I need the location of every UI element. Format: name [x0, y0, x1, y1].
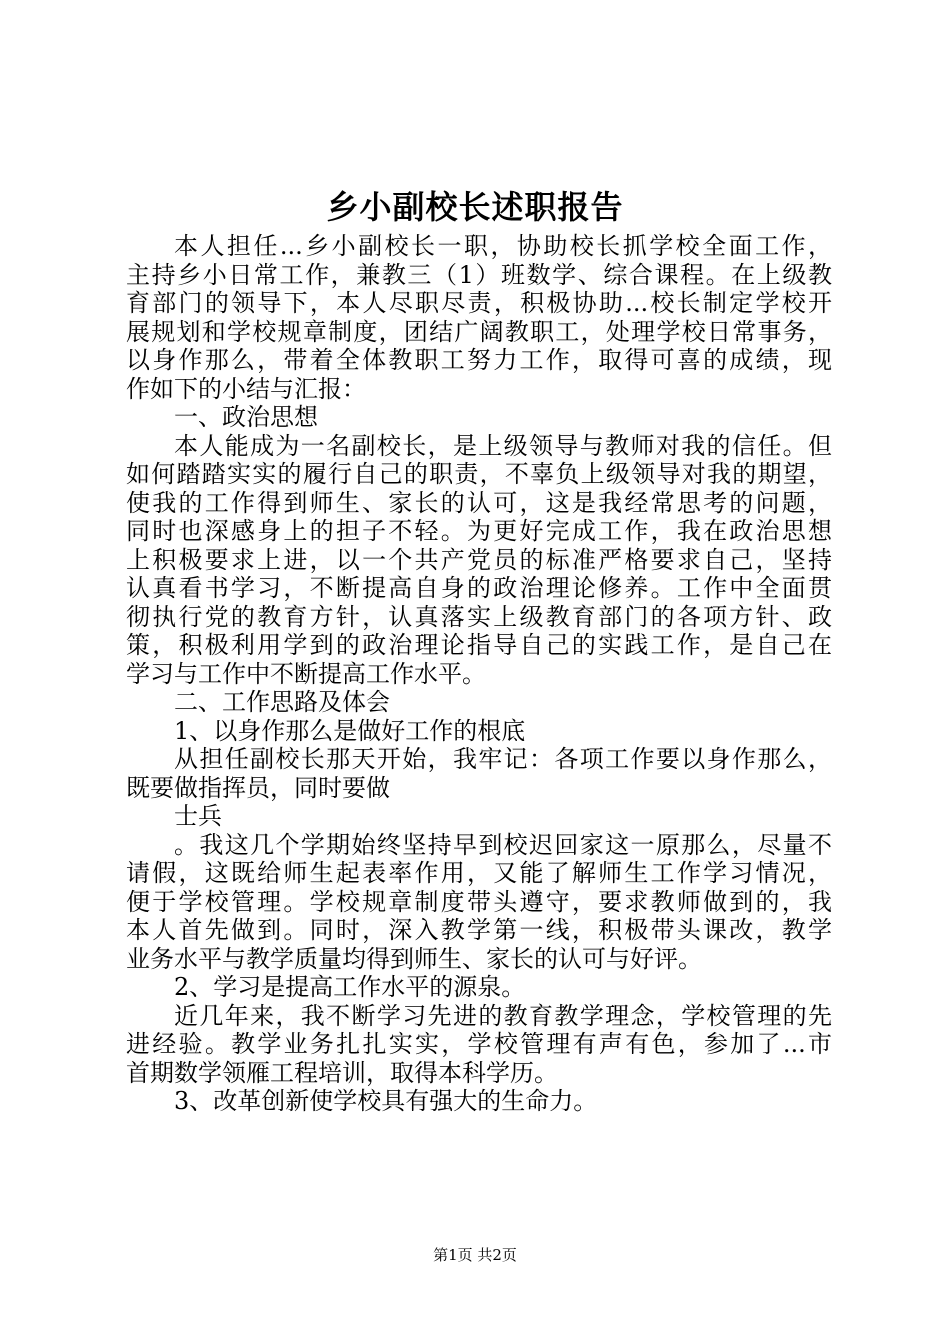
text-line: 如何踏踏实实的履行自己的职责，不辜负上级领导对我的期望， — [126, 460, 832, 488]
text-line: 既要做指挥员，同时要做 — [126, 773, 390, 802]
text-line: 作如下的小结与汇报： — [126, 374, 366, 403]
text-line: 从担任副校长那天开始，我牢记：各项工作要以身作那么， — [174, 745, 832, 773]
text-line: 上积极要求上进，以一个共产党员的标准严格要求自己，坚持 — [126, 545, 832, 574]
text-line: 进经验。教学业务扎扎实实，学校管理有声有色，参加了...市 — [126, 1030, 832, 1058]
text-line: 。我这几个学期始终坚持早到校迟回家这一原那么，尽量不 — [174, 830, 832, 859]
text-line: 彻执行党的教育方针，认真落实上级教育部门的各项方针、政 — [126, 602, 832, 631]
text-line: 育部门的领导下，本人尽职尽责，积极协助...校长制定学校开 — [126, 289, 832, 317]
document-title: 乡小副校长述职报告 — [326, 188, 624, 226]
text-line: 同时也深感身上的担子不轻。为更好完成工作，我在政治思想 — [126, 517, 832, 545]
text-line: 本人能成为一名副校长，是上级领导与教师对我的信任。但 — [174, 431, 832, 460]
document-body — [126, 232, 832, 1116]
text-line: 3、改革创新使学校具有强大的生命力。 — [174, 1087, 598, 1115]
text-line: 策，积极利用学到的政治理论指导自己的实践工作，是自己在 — [126, 631, 832, 659]
text-line: 认真看书学习，不断提高自身的政治理论修养。工作中全面贯 — [126, 574, 832, 602]
text-line: 近几年来，我不断学习先进的教育教学理念，学校管理的先 — [174, 1001, 832, 1030]
text-line: 二、工作思路及体会 — [174, 688, 390, 716]
text-line: 使我的工作得到师生、家长的认可，这是我经常思考的问题， — [126, 488, 832, 517]
text-line: 2、学习是提高工作水平的源泉。 — [174, 973, 526, 1001]
text-line: 本人担任...乡小副校长一职，协助校长抓学校全面工作， — [174, 232, 832, 260]
text-line: 首期数学领雁工程培训，取得本科学历。 — [126, 1058, 558, 1087]
text-line: 本人首先做到。同时，深入教学第一线，积极带头课改，教学 — [126, 916, 832, 944]
text-line: 以身作那么，带着全体教职工努力工作，取得可喜的成绩，现 — [126, 346, 832, 374]
text-line: 1、以身作那么是做好工作的根底 — [174, 716, 526, 745]
text-line: 请假，这既给师生起表率作用，又能了解师生工作学习情况， — [126, 859, 832, 887]
text-line: 主持乡小日常工作，兼教三（1）班数学、综合课程。在上级教 — [126, 260, 832, 289]
text-line: 便于学校管理。学校规章制度带头遵守，要求教师做到的，我 — [126, 887, 832, 916]
text-line: 展规划和学校规章制度，团结广阔教职工，处理学校日常事务， — [126, 317, 832, 346]
text-line: 学习与工作中不断提高工作水平。 — [126, 659, 486, 688]
text-line: 一、政治思想 — [174, 403, 318, 431]
text-line: 士兵 — [174, 802, 222, 830]
text-line: 业务水平与教学质量均得到师生、家长的认可与好评。 — [126, 944, 702, 973]
page-footer: 第1页 共2页 — [433, 1246, 517, 1264]
